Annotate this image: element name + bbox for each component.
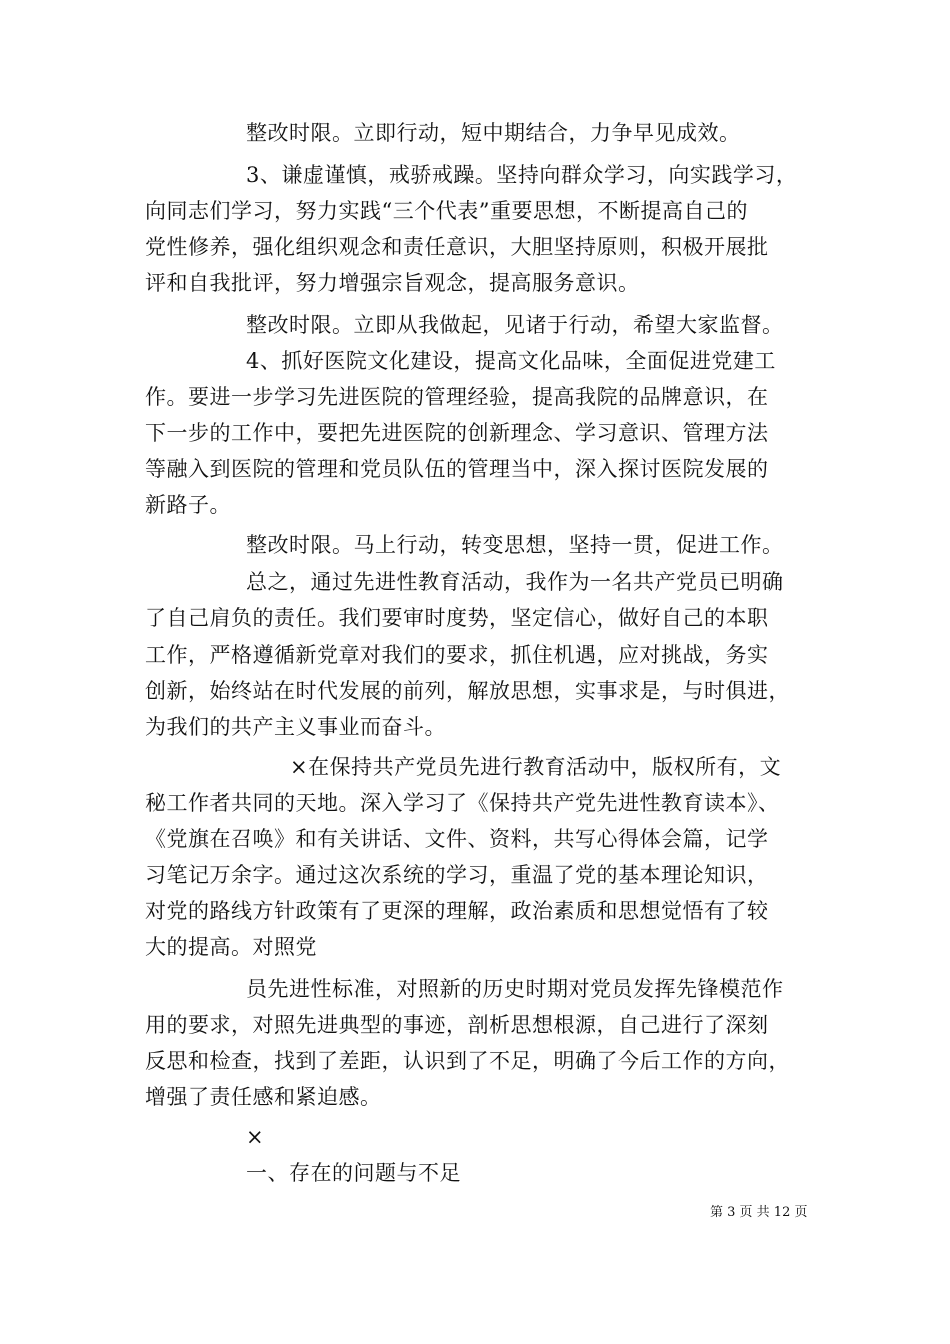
paragraph-line: 整改时限。立即行动，短中期结合，力争早见成效。 xyxy=(246,121,741,145)
paragraph-line: 4、抓好医院文化建设，提高文化品味，全面促进党建工 xyxy=(246,349,776,373)
page-number-footer: 第 3 页 共 12 页 xyxy=(710,1205,808,1220)
paragraph-line: 为我们的共产主义事业而奋斗。 xyxy=(145,715,446,739)
paragraph-line: 《党旗在召唤》和有关讲话、文件、资料，共写心得体会篇，记学 xyxy=(145,827,769,851)
paragraph-line: 党性修养，强化组织观念和责任意识，大胆坚持原则，积极开展批 xyxy=(145,235,769,259)
cross-mark: × xyxy=(246,1125,265,1149)
paragraph-line: 评和自我批评，努力增强宗旨观念，提高服务意识。 xyxy=(145,271,640,295)
paragraph-line: 等融入到医院的管理和党员队伍的管理当中，深入探讨医院发展的 xyxy=(145,457,769,481)
paragraph-line: 增强了责任感和紧迫感。 xyxy=(145,1085,382,1109)
paragraph-line: 秘工作者共同的天地。深入学习了《保持共产党先进性教育读本》、 xyxy=(145,791,780,815)
paragraph-line: 用的要求，对照先进典型的事迹，剖析思想根源，自己进行了深刻 xyxy=(145,1013,769,1037)
paragraph-line: ×在保持共产党员先进行教育活动中，版权所有，文 xyxy=(290,755,782,779)
paragraph-line: 总之，通过先进性教育活动，我作为一名共产党员已明确 xyxy=(246,570,784,594)
paragraph-line: 创新，始终站在时代发展的前列，解放思想，实事求是，与时俱进， xyxy=(145,679,790,703)
paragraph-line: 下一步的工作中，要把先进医院的创新理念、学习意识、管理方法 xyxy=(145,421,769,445)
paragraph-line: 作。要进一步学习先进医院的管理经验，提高我院的品牌意识，在 xyxy=(145,385,769,409)
section-heading: 一、存在的问题与不足 xyxy=(246,1161,461,1185)
paragraph-line: 向同志们学习，努力实践“三个代表”重要思想，不断提高自己的 xyxy=(145,199,748,223)
paragraph-line: 习笔记万余字。通过这次系统的学习，重温了党的基本理论知识， xyxy=(145,863,769,887)
paragraph-line: 员先进性标准，对照新的历史时期对党员发挥先锋模范作 xyxy=(246,977,784,1001)
paragraph-line: 大的提高。对照党 xyxy=(145,935,317,959)
paragraph-line: 对党的路线方针政策有了更深的理解，政治素质和思想觉悟有了较 xyxy=(145,899,769,923)
paragraph-line: 3、谦虚谨慎，戒骄戒躁。坚持向群众学习，向实践学习， xyxy=(246,163,798,187)
paragraph-line: 工作，严格遵循新党章对我们的要求，抓住机遇，应对挑战，务实 xyxy=(145,643,769,667)
paragraph-line: 了自己肩负的责任。我们要审时度势，坚定信心，做好自己的本职 xyxy=(145,606,769,630)
paragraph-line: 整改时限。马上行动，转变思想，坚持一贯，促进工作。 xyxy=(246,533,784,557)
paragraph-line: 整改时限。立即从我做起，见诸于行动，希望大家监督。 xyxy=(246,313,784,337)
paragraph-line: 反思和检查，找到了差距，认识到了不足，明确了今后工作的方向， xyxy=(145,1049,790,1073)
paragraph-line: 新路子。 xyxy=(145,493,231,517)
